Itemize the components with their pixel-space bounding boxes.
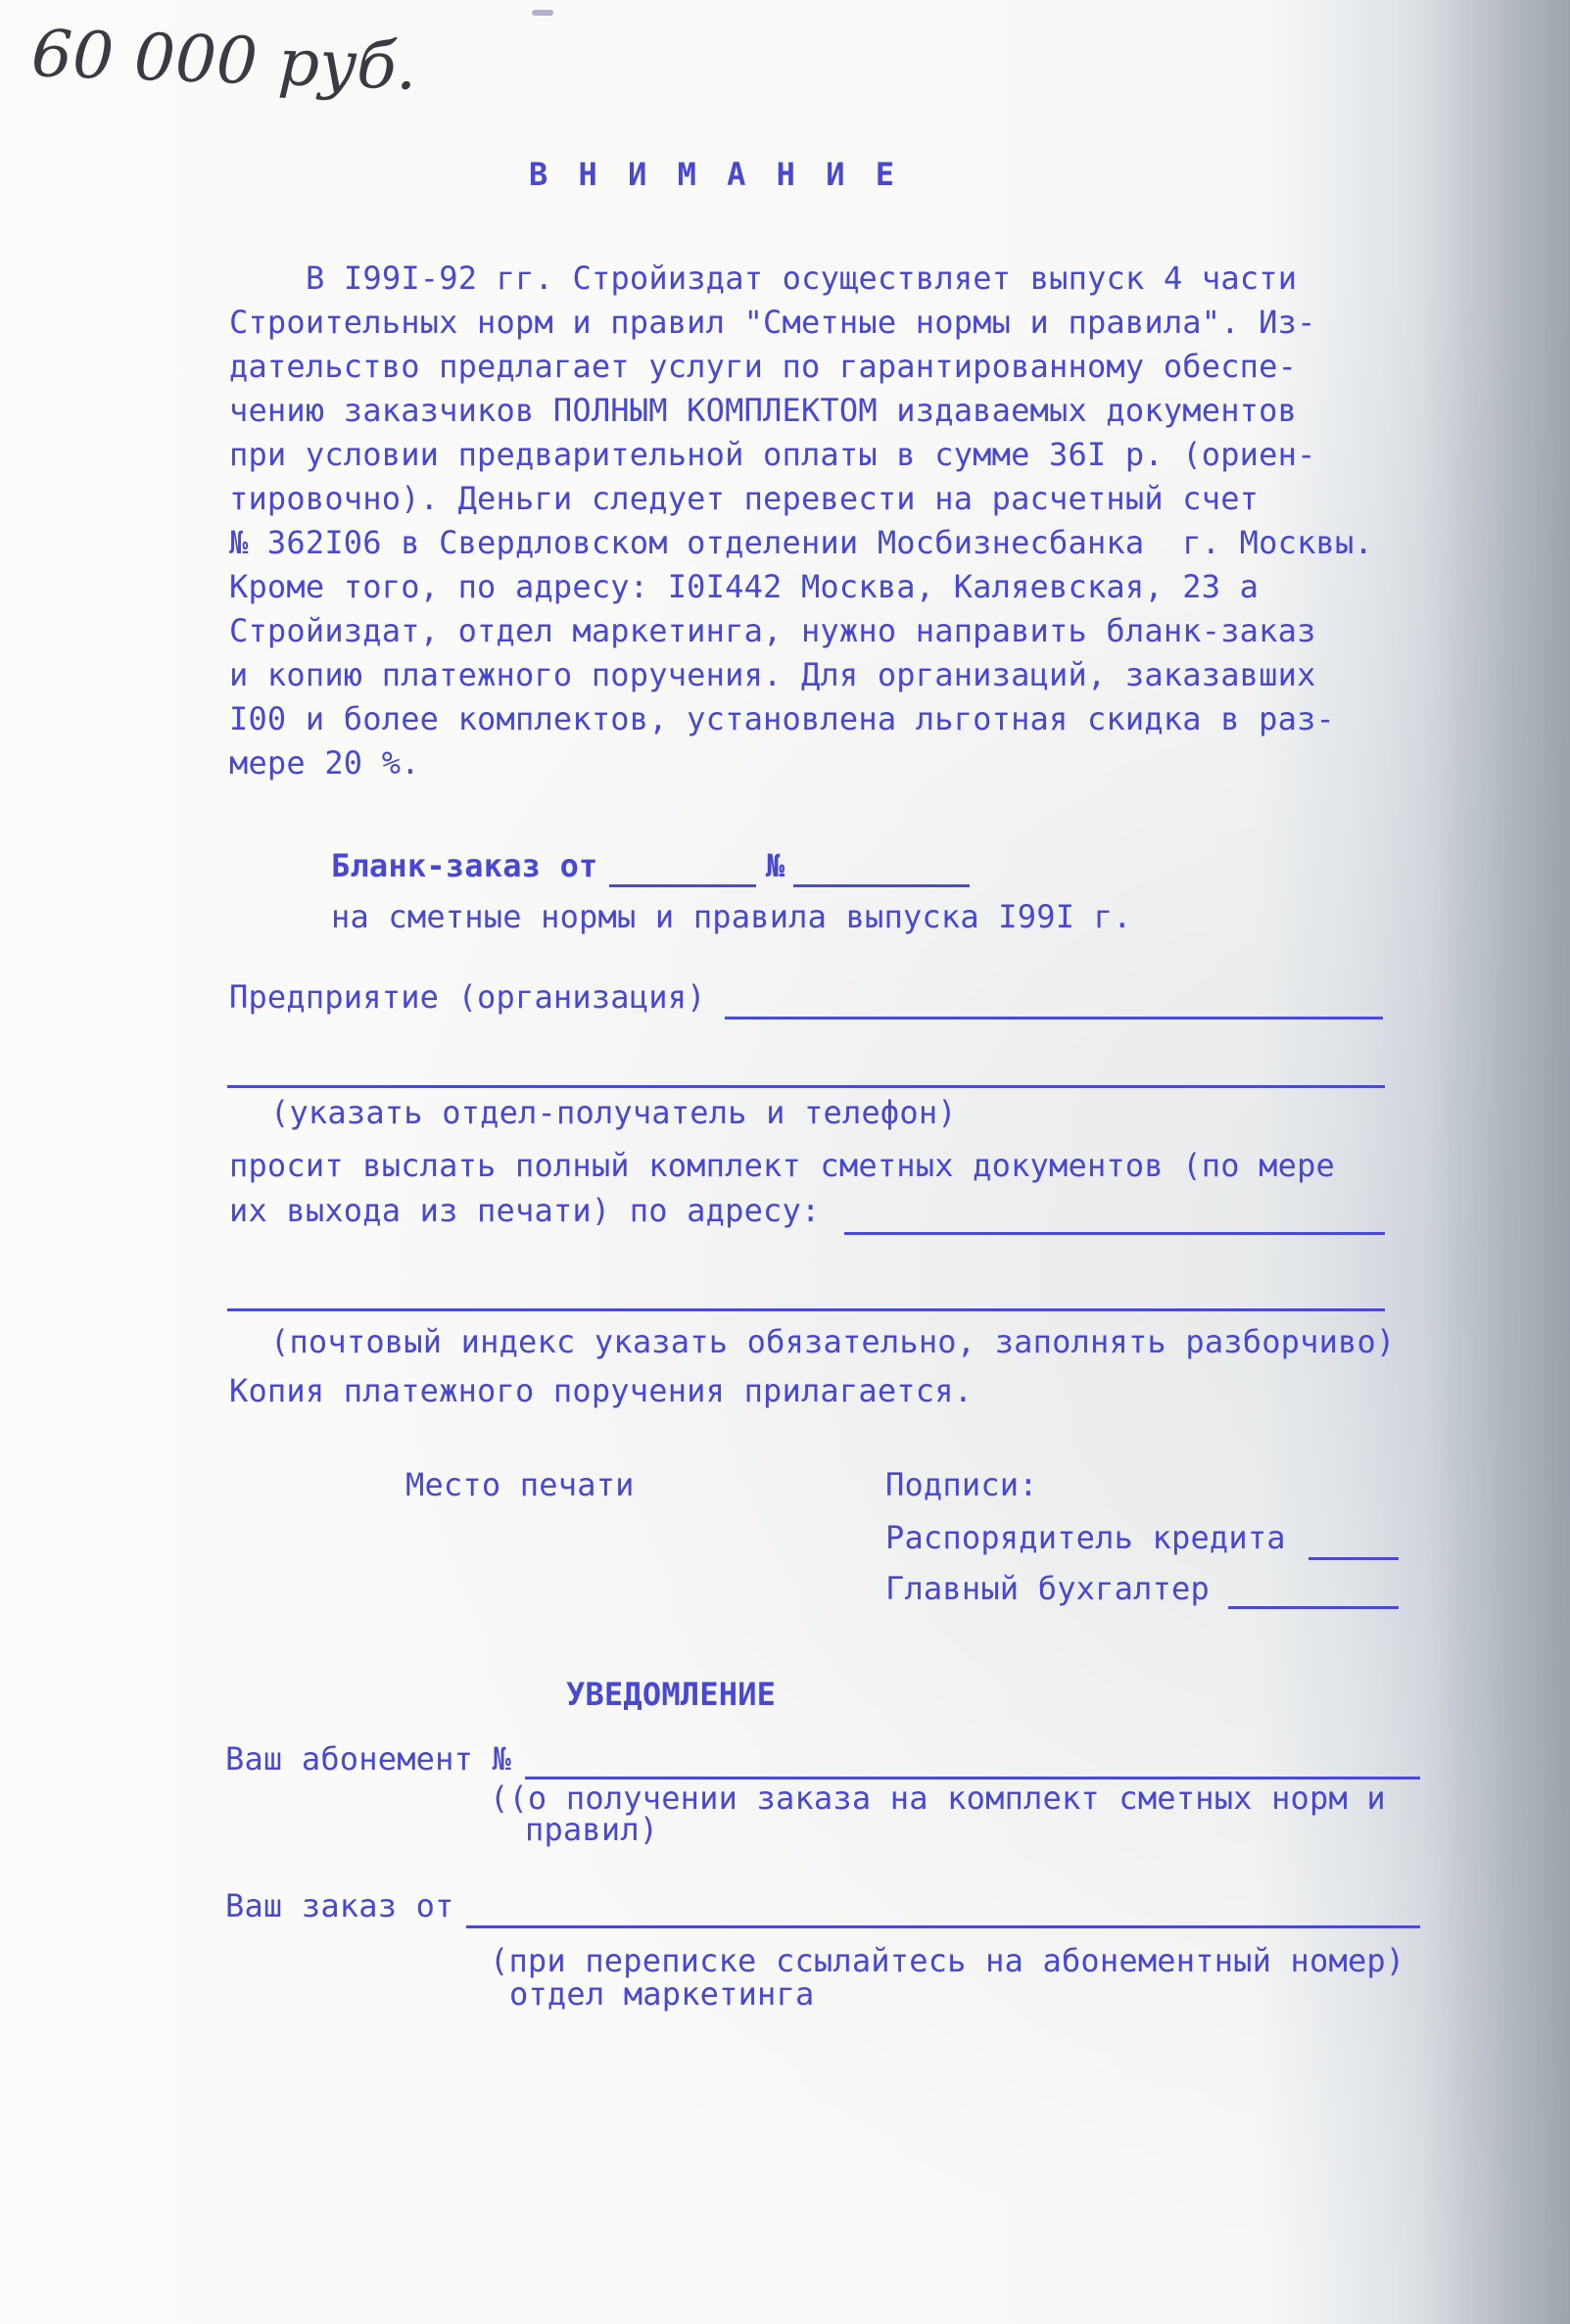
postal-hint: (почтовый индекс указать обязательно, заполнять разборчиво)	[270, 1323, 1396, 1360]
correspondence-hint: (при переписке ссылайтесь на абонементный номер)	[490, 1942, 1405, 1979]
subscription-hint: ((о получении заказа на комплект сметных норм и	[490, 1779, 1386, 1817]
ink-mark	[532, 10, 553, 16]
seal-place-label: Место печати	[405, 1466, 635, 1503]
announcement-line: I00 и более комплектов, установлена льготная скидка в раз-	[229, 700, 1336, 737]
announcement-line: при условии предварительной оплаты в сумме 36I р. (ориен-	[229, 436, 1316, 473]
announcement-line: В I99I-92 гг. Стройиздат осуществляет выпуск 4 части	[306, 260, 1298, 297]
order-form-subtitle: на сметные нормы и правила выпуска I99I г.	[331, 898, 1132, 935]
signatures-label: Подписи:	[885, 1466, 1038, 1503]
order-number-sign: №	[766, 847, 785, 884]
enterprise-line-2	[227, 1085, 1385, 1088]
marketing-department: отдел маркетинга	[509, 1975, 815, 2013]
announcement-line: мере 20 %.	[229, 744, 420, 782]
paper-edge-shadow	[1423, 0, 1570, 2324]
address-line	[844, 1232, 1385, 1235]
subscription-hint: правил)	[525, 1811, 659, 1848]
request-line: их выхода из печати) по адресу:	[229, 1192, 821, 1229]
credit-manager-signature-line	[1308, 1557, 1399, 1560]
order-number-line	[793, 884, 970, 887]
request-line: просит выслать полный комплект сметных документов (по мере	[229, 1147, 1336, 1184]
announcement-line: тировочно). Деньги следует перевести на расчетный счет	[229, 480, 1260, 517]
payment-copy-note: Копия платежного поручения прилагается.	[229, 1372, 974, 1409]
announcement-line: чению заказчиков ПОЛНЫМ КОМПЛЕКТОМ издаваемых документов	[229, 392, 1298, 429]
announcement-line: дательство предлагает услуги по гарантированному обеспе-	[229, 348, 1298, 385]
notification-heading: УВЕДОМЛЕНИЕ	[566, 1676, 777, 1713]
page-heading: В Н И М А Н И Е	[529, 156, 900, 193]
order-date-notification-line	[466, 1925, 1420, 1928]
order-date-label: Ваш заказ от	[225, 1887, 454, 1924]
credit-manager-label: Распорядитель кредита	[885, 1519, 1286, 1556]
order-date-line	[609, 884, 756, 887]
handwritten-price-note: 60 000 руб.	[29, 16, 418, 105]
order-form-title: Бланк-заказ от	[331, 847, 598, 884]
chief-accountant-signature-line	[1228, 1606, 1399, 1609]
announcement-line: Кроме того, по адресу: I0I442 Москва, Каляевская, 23 а	[229, 568, 1260, 605]
address-line-2	[227, 1308, 1385, 1311]
enterprise-line	[725, 1017, 1383, 1020]
announcement-line: Стройиздат, отдел маркетинга, нужно направить бланк-заказ	[229, 612, 1316, 649]
department-hint: (указать отдел-получатель и телефон)	[270, 1094, 957, 1131]
chief-accountant-label: Главный бухгалтер	[885, 1570, 1210, 1607]
announcement-line: Строительных норм и правил "Сметные нормы и правила". Из-	[229, 304, 1316, 341]
subscription-label: Ваш абонемент №	[225, 1740, 511, 1778]
enterprise-label: Предприятие (организация)	[229, 978, 706, 1016]
announcement-line: № 362I06 в Свердловском отделении Мосбизнесбанка г. Москвы.	[229, 524, 1373, 561]
announcement-line: и копию платежного поручения. Для организаций, заказавших	[229, 656, 1316, 693]
